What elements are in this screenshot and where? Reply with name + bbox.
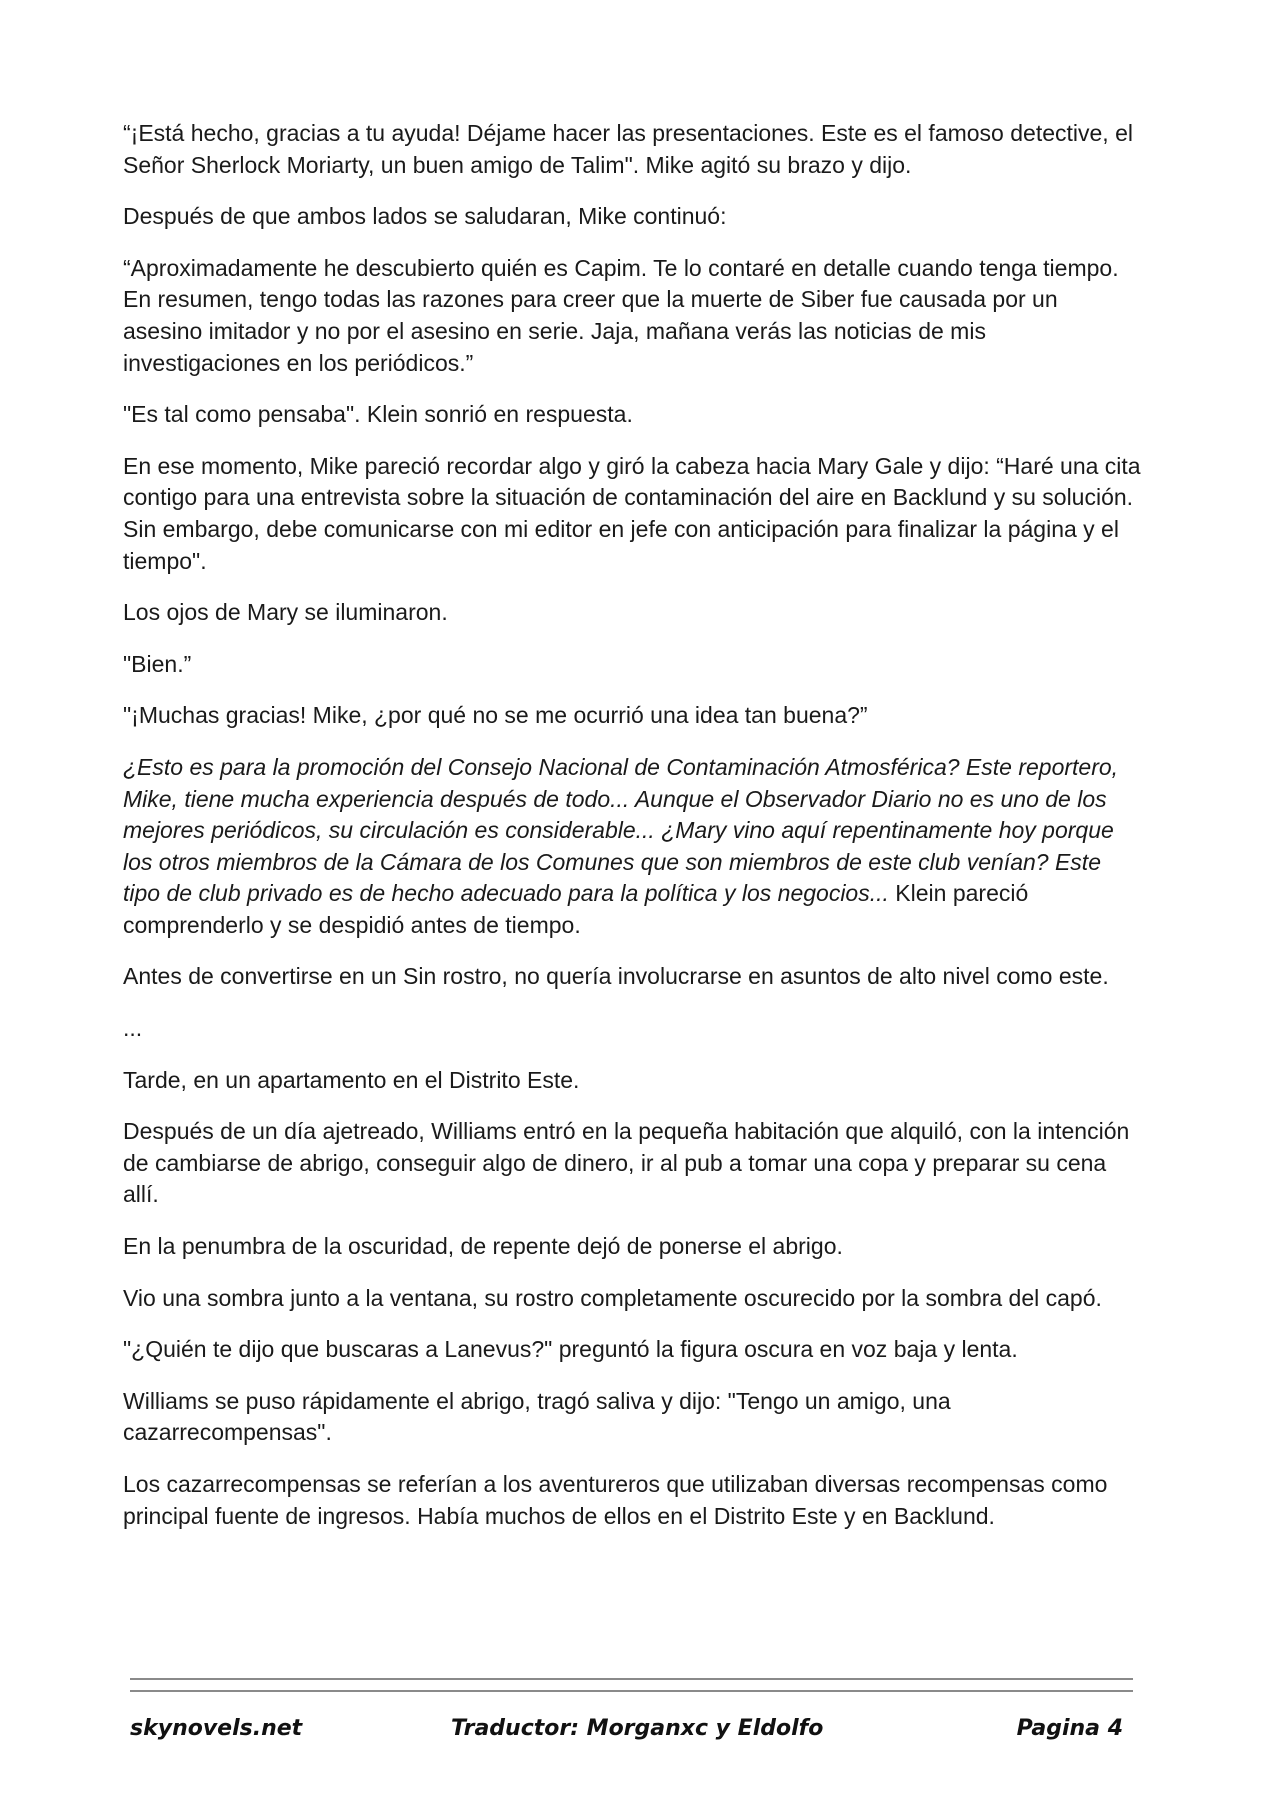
footer-divider <box>130 1690 1133 1692</box>
paragraph-text: "¡Muchas gracias! Mike, ¿por qué no se me ocurrió una idea tan buena?” <box>123 702 868 729</box>
paragraph <box>123 649 1143 681</box>
paragraph <box>123 961 1143 993</box>
paragraph-text: "Es tal como pensaba". Klein sonrió en respuesta. <box>123 401 633 428</box>
paragraph-text: Williams se puso rápidamente el abrigo, tragó saliva y dijo: "Tengo un amigo, una cazarrecompensas". <box>123 1387 951 1446</box>
paragraph <box>123 253 1143 379</box>
paragraph-text: Antes de convertirse en un Sin rostro, no quería involucrarse en asuntos de alto nivel como este. <box>123 963 1109 990</box>
paragraph-text: "Bien.” <box>123 650 192 677</box>
paragraph <box>123 700 1143 732</box>
paragraph-text: Los ojos de Mary se iluminaron. <box>123 599 448 626</box>
paragraph-text: En ese momento, Mike pareció recordar algo y giró la cabeza hacia Mary Gale y dijo: “Haré una cita contigo para una entrevista sobre la situación de contaminación del aire en Backlund y su solución. Sin embargo, debe comunicarse con mi editor en jefe con anticipación para finalizar la página y el tiempo". <box>123 452 1141 574</box>
paragraph <box>123 1231 1143 1263</box>
paragraph <box>123 752 1143 942</box>
paragraph <box>123 1065 1143 1097</box>
paragraph-text: En la penumbra de la oscuridad, de repente dejó de ponerse el abrigo. <box>123 1233 843 1260</box>
paragraph-text: “Aproximadamente he descubierto quién es Capim. Te lo contaré en detalle cuando tenga tiempo. En resumen, tengo todas las razones para creer que la muerte de Siber fue causada por un asesino imitador y no por el asesino en serie. Jaja, mañana verás las noticias de mis investigaciones en los periódicos.” <box>123 254 1119 376</box>
paragraph <box>123 597 1143 629</box>
paragraph <box>123 1386 1143 1449</box>
paragraph <box>123 1116 1143 1211</box>
footer-divider <box>130 1678 1133 1680</box>
paragraph-text: Después de un día ajetreado, Williams entró en la pequeña habitación que alquiló, con la intención de cambiarse de abrigo, conseguir algo de dinero, ir al pub a tomar una copa y preparar su cena allí. <box>123 1118 1130 1208</box>
footer-translator: Traductor: Morganxc y Eldolfo <box>451 1716 824 1741</box>
paragraph-text: Klein pareció comprenderlo y se despidió antes de tiempo. <box>123 880 1029 938</box>
footer-page-number: Pagina 4 <box>1016 1716 1123 1741</box>
scene-break <box>123 1013 1143 1045</box>
page-footer <box>130 1716 1133 1752</box>
inner-thought-text: ¿Esto es para la promoción del Consejo Nacional de Contaminación Atmosférica? Este reportero, Mike, tiene mucha experiencia después de todo... Aunque el Observador Diario no es uno de los mejores periódicos, su circulación es considerable... ¿Mary vino aquí repentinamente hoy porque los otros miembros de la Cámara de los Comunes que son miembros de este club venían? Este tipo de club privado es de hecho adecuado para la política y los negocios... <box>123 753 1119 907</box>
body-text <box>123 118 1143 1552</box>
paragraph-text: "¿Quién te dijo que buscaras a Lanevus?" preguntó la figura oscura en voz baja y lenta. <box>123 1336 1018 1363</box>
paragraph <box>123 451 1143 577</box>
paragraph <box>123 1469 1143 1532</box>
paragraph <box>123 399 1143 431</box>
paragraph <box>123 1283 1143 1315</box>
paragraph-text: Después de que ambos lados se saludaran, Mike continuó: <box>123 203 727 230</box>
footer-site: skynovels.net <box>130 1716 303 1741</box>
paragraph <box>123 1334 1143 1366</box>
paragraph <box>123 118 1143 181</box>
paragraph-text: Vio una sombra junto a la ventana, su rostro completamente oscurecido por la sombra del capó. <box>123 1284 1102 1311</box>
paragraph-text: Tarde, en un apartamento en el Distrito Este. <box>123 1066 580 1093</box>
paragraph-text: ... <box>123 1015 143 1042</box>
paragraph-text: “¡Está hecho, gracias a tu ayuda! Déjame hacer las presentaciones. Este es el famoso detective, el Señor Sherlock Moriarty, un buen amigo de Talim". Mike agitó su brazo y dijo. <box>123 120 1133 178</box>
paragraph-text: Los cazarrecompensas se referían a los aventureros que utilizaban diversas recompensas como principal fuente de ingresos. Había muchos de ellos en el Distrito Este y en Backlund. <box>123 1471 1108 1529</box>
paragraph <box>123 201 1143 233</box>
